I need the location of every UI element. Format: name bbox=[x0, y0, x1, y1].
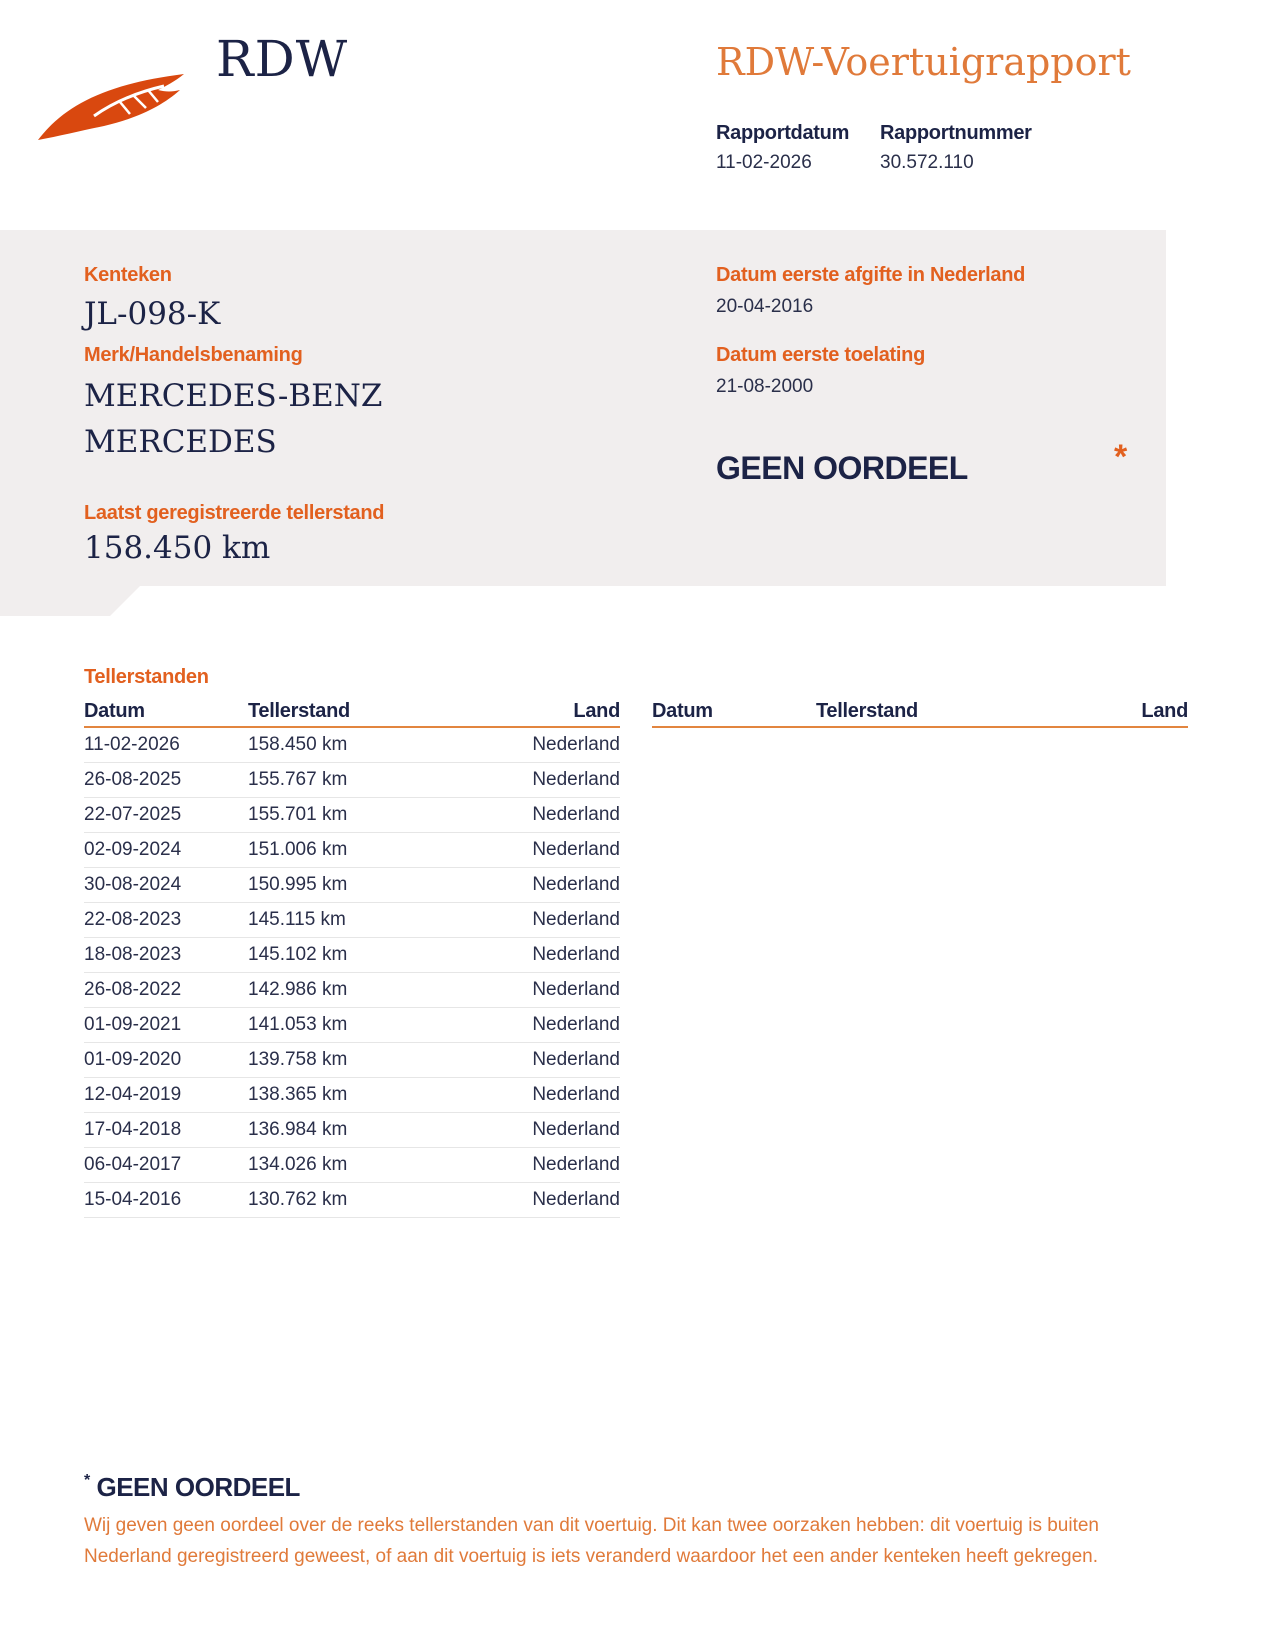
cell-reading: 141.053 km bbox=[248, 1008, 448, 1043]
verdict-footnote-marker: * bbox=[1114, 438, 1128, 476]
cell-reading: 150.995 km bbox=[248, 868, 448, 903]
plate-value: JL-098-K bbox=[84, 296, 221, 332]
make-value: MERCEDES-BENZ bbox=[84, 378, 383, 414]
footnote-title-text: GEEN OORDEEL bbox=[96, 1472, 300, 1502]
model-value: MERCEDES bbox=[84, 424, 277, 460]
cell-date: 01-09-2020 bbox=[84, 1043, 248, 1078]
col-country-header: Land bbox=[448, 696, 620, 727]
report-number-label: Rapportnummer bbox=[880, 122, 1032, 144]
cell-reading: 158.450 km bbox=[248, 727, 448, 763]
odometer-label: Laatst geregistreerde tellerstand bbox=[84, 502, 385, 524]
first-admission-value: 21-08-2000 bbox=[716, 376, 814, 397]
table-row bbox=[84, 727, 620, 763]
cell-reading: 145.102 km bbox=[248, 938, 448, 973]
first-nl-value: 20-04-2016 bbox=[716, 296, 814, 317]
report-title: RDW-Voertuigrapport bbox=[716, 40, 1131, 84]
cell-date: 15-04-2016 bbox=[84, 1183, 248, 1218]
cell-country: Nederland bbox=[448, 1078, 620, 1113]
cell-date: 22-08-2023 bbox=[84, 903, 248, 938]
col-country-header: Land bbox=[1016, 696, 1188, 727]
first-nl-label: Datum eerste afgifte in Nederland bbox=[716, 264, 1026, 286]
col-reading-header: Tellerstand bbox=[248, 696, 448, 727]
table-header-row bbox=[84, 696, 620, 727]
cell-reading: 145.115 km bbox=[248, 903, 448, 938]
readings-table bbox=[84, 696, 620, 1218]
table-row bbox=[84, 868, 620, 903]
cell-country: Nederland bbox=[448, 903, 620, 938]
cell-reading: 155.767 km bbox=[248, 763, 448, 798]
cell-country: Nederland bbox=[448, 763, 620, 798]
table-row bbox=[84, 973, 620, 1008]
cell-reading: 151.006 km bbox=[248, 833, 448, 868]
cell-country: Nederland bbox=[448, 1008, 620, 1043]
cell-country: Nederland bbox=[448, 833, 620, 868]
col-date-header: Datum bbox=[652, 696, 816, 727]
brand-name: RDW bbox=[216, 30, 349, 88]
cell-country: Nederland bbox=[448, 973, 620, 1008]
cell-country: Nederland bbox=[448, 727, 620, 763]
footnote-title bbox=[84, 1472, 300, 1503]
cell-date: 02-09-2024 bbox=[84, 833, 248, 868]
cell-country: Nederland bbox=[448, 1148, 620, 1183]
table-row bbox=[84, 798, 620, 833]
cell-country: Nederland bbox=[448, 1043, 620, 1078]
table-row bbox=[84, 1078, 620, 1113]
report-date-label: Rapportdatum bbox=[716, 122, 850, 144]
report-date: 11-02-2026 bbox=[716, 152, 812, 173]
verdict-status: GEEN OORDEEL bbox=[716, 450, 968, 486]
panel-tab-decoration bbox=[0, 586, 140, 616]
cell-country: Nederland bbox=[448, 938, 620, 973]
table-row bbox=[84, 938, 620, 973]
cell-reading: 130.762 km bbox=[248, 1183, 448, 1218]
col-reading-header: Tellerstand bbox=[816, 696, 1016, 727]
readings-title: Tellerstanden bbox=[84, 666, 209, 688]
cell-reading: 155.701 km bbox=[248, 798, 448, 833]
cell-reading: 142.986 km bbox=[248, 973, 448, 1008]
cell-country: Nederland bbox=[448, 1113, 620, 1148]
cell-date: 26-08-2022 bbox=[84, 973, 248, 1008]
table-row bbox=[84, 1183, 620, 1218]
table-row bbox=[84, 1043, 620, 1078]
cell-country: Nederland bbox=[448, 1183, 620, 1218]
make-label: Merk/Handelsbenaming bbox=[84, 344, 303, 366]
cell-reading: 139.758 km bbox=[248, 1043, 448, 1078]
cell-date: 12-04-2019 bbox=[84, 1078, 248, 1113]
table-row bbox=[84, 763, 620, 798]
cell-country: Nederland bbox=[448, 798, 620, 833]
col-date-header: Datum bbox=[84, 696, 248, 727]
cell-date: 17-04-2018 bbox=[84, 1113, 248, 1148]
table-header-row bbox=[652, 696, 1188, 727]
table-row bbox=[84, 833, 620, 868]
first-admission-label: Datum eerste toelating bbox=[716, 344, 926, 366]
plate-label: Kenteken bbox=[84, 264, 172, 286]
table-row bbox=[84, 1113, 620, 1148]
table-row bbox=[84, 1148, 620, 1183]
cell-date: 01-09-2021 bbox=[84, 1008, 248, 1043]
cell-date: 30-08-2024 bbox=[84, 868, 248, 903]
footnote-marker: * bbox=[84, 1472, 90, 1489]
cell-date: 06-04-2017 bbox=[84, 1148, 248, 1183]
report-number: 30.572.110 bbox=[880, 152, 974, 173]
cell-country: Nederland bbox=[448, 868, 620, 903]
odometer-value: 158.450 km bbox=[84, 530, 271, 566]
cell-date: 11-02-2026 bbox=[84, 727, 248, 763]
readings-table-continued bbox=[652, 696, 1188, 728]
table-row bbox=[84, 1008, 620, 1043]
rdw-feather-logo-icon bbox=[34, 56, 194, 146]
cell-date: 18-08-2023 bbox=[84, 938, 248, 973]
cell-reading: 138.365 km bbox=[248, 1078, 448, 1113]
cell-reading: 134.026 km bbox=[248, 1148, 448, 1183]
cell-date: 26-08-2025 bbox=[84, 763, 248, 798]
cell-reading: 136.984 km bbox=[248, 1113, 448, 1148]
table-row bbox=[84, 903, 620, 938]
footnote-text: Wij geven geen oordeel over de reeks tellerstanden van dit voertuig. Dit kan twee oorzaken hebben: dit voertuig is buiten Nederland geregistreerd geweest, of aan dit voertuig is iets veranderd waardoor het een ander kenteken heeft gekregen. bbox=[84, 1515, 1099, 1567]
cell-date: 22-07-2025 bbox=[84, 798, 248, 833]
